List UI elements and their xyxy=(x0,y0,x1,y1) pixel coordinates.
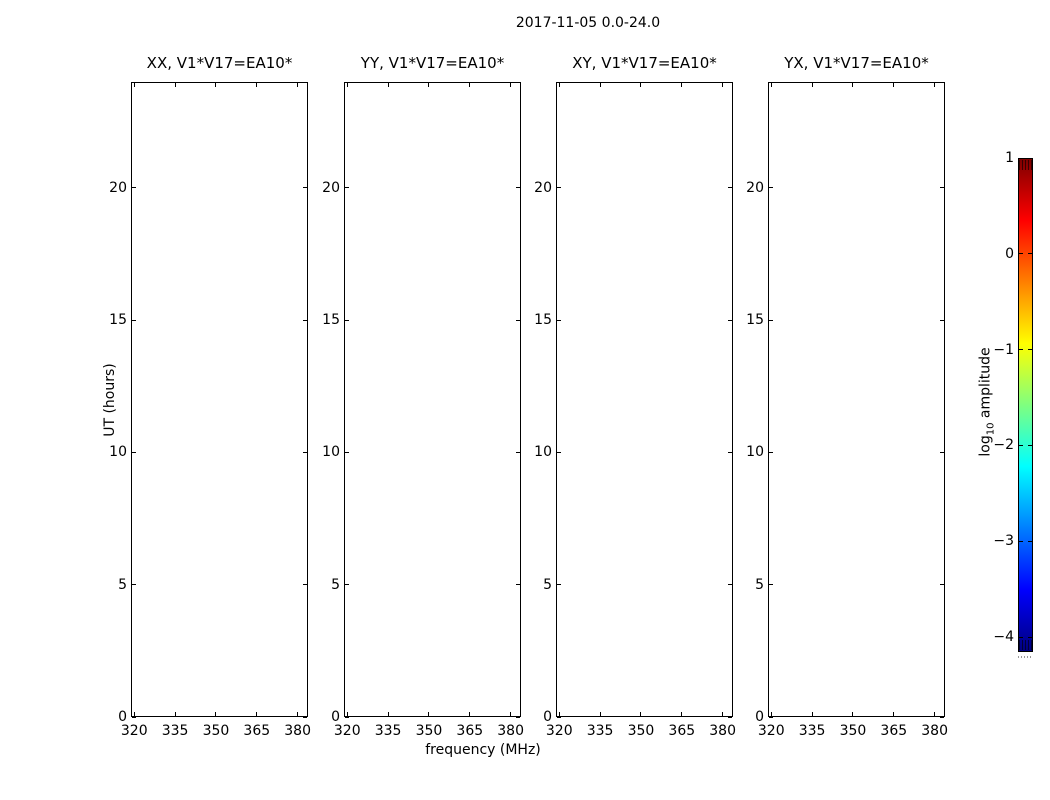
x-tick-label: 380 xyxy=(497,723,524,739)
colorbar-top-hatch xyxy=(1019,160,1032,170)
colorbar-label xyxy=(978,347,997,456)
x-tick-mark-top xyxy=(640,83,641,87)
colorbar-tick-mark-right xyxy=(1028,637,1032,638)
panel-plot-area xyxy=(131,82,308,717)
colorbar-tick-mark-right xyxy=(1028,253,1032,254)
y-tick-mark xyxy=(132,584,136,585)
y-tick-label: 5 xyxy=(118,576,127,593)
x-tick-mark-top xyxy=(175,83,176,87)
y-tick-mark xyxy=(345,717,349,718)
panel-plot-area xyxy=(344,82,521,717)
panel-plot-area xyxy=(556,82,733,717)
x-tick-mark-top xyxy=(852,83,853,87)
x-tick-label: 365 xyxy=(456,723,484,739)
x-tick-label: 335 xyxy=(586,723,614,739)
x-tick-mark-top xyxy=(428,83,429,87)
x-tick-mark xyxy=(256,712,257,716)
y-tick-mark xyxy=(769,320,773,321)
x-tick-label: 335 xyxy=(374,723,402,739)
y-tick-label: 20 xyxy=(534,179,552,196)
colorbar-tick-label: −2 xyxy=(993,437,1014,454)
panel-plot-area xyxy=(768,82,945,717)
y-tick-label: 5 xyxy=(331,576,340,593)
x-tick-label: 320 xyxy=(545,723,573,739)
x-tick-mark xyxy=(428,712,429,716)
y-tick-label: 15 xyxy=(746,312,764,329)
y-tick-label: 5 xyxy=(755,576,764,593)
x-tick-mark-top xyxy=(771,83,772,87)
y-tick-label: 0 xyxy=(755,709,764,725)
y-tick-mark-right xyxy=(940,320,944,321)
x-tick-mark-top xyxy=(510,83,511,87)
y-tick-mark xyxy=(769,452,773,453)
colorbar-tick-mark-right xyxy=(1028,158,1032,159)
y-tick-label: 5 xyxy=(543,576,552,593)
x-tick-label: 380 xyxy=(921,723,948,739)
y-tick-mark xyxy=(557,584,561,585)
y-tick-label: 20 xyxy=(322,179,340,196)
x-tick-mark-top xyxy=(469,83,470,87)
y-tick-label: 15 xyxy=(322,312,340,329)
figure-title: 2017-11-05 0.0-24.0 xyxy=(515,15,661,31)
x-tick-mark xyxy=(559,712,560,716)
y-tick-label: 0 xyxy=(331,709,340,725)
x-tick-mark xyxy=(134,712,135,716)
y-tick-mark xyxy=(769,187,773,188)
y-tick-label: 0 xyxy=(543,709,552,725)
colorbar-tick-label: −1 xyxy=(993,341,1014,358)
colorbar-tick-mark xyxy=(1019,637,1023,638)
x-tick-mark xyxy=(215,712,216,716)
x-tick-label: 380 xyxy=(709,723,736,739)
y-axis-label: UT (hours) xyxy=(102,363,118,437)
y-tick-label: 20 xyxy=(109,179,127,196)
y-tick-label: 15 xyxy=(109,312,127,329)
colorbar-tick-mark-right xyxy=(1028,541,1032,542)
x-tick-label: 350 xyxy=(202,723,230,739)
x-tick-label: 320 xyxy=(120,723,148,739)
x-tick-label: 320 xyxy=(757,723,785,739)
y-tick-label: 15 xyxy=(534,312,552,329)
y-tick-mark xyxy=(557,320,561,321)
x-tick-label: 365 xyxy=(243,723,271,739)
x-tick-mark xyxy=(934,712,935,716)
panel-title: XX, V1*V17=EA10* xyxy=(146,54,293,72)
y-tick-label: 10 xyxy=(746,444,764,461)
colorbar-label-rest: amplitude xyxy=(977,347,994,423)
y-tick-mark-right xyxy=(940,187,944,188)
y-tick-mark xyxy=(345,584,349,585)
x-tick-mark-top xyxy=(722,83,723,87)
y-tick-mark xyxy=(557,187,561,188)
x-tick-mark-top xyxy=(215,83,216,87)
x-tick-label: 350 xyxy=(415,723,443,739)
y-tick-mark xyxy=(345,187,349,188)
y-tick-mark xyxy=(132,320,136,321)
x-tick-mark-top xyxy=(681,83,682,87)
y-tick-mark xyxy=(132,187,136,188)
y-tick-label: 20 xyxy=(746,179,764,196)
x-tick-mark-top xyxy=(388,83,389,87)
colorbar-tick-mark-right xyxy=(1028,349,1032,350)
colorbar-tick-mark xyxy=(1019,445,1023,446)
y-tick-label: 10 xyxy=(534,444,552,461)
x-tick-mark-top xyxy=(893,83,894,87)
y-tick-mark xyxy=(345,320,349,321)
panel-title: YX, V1*V17=EA10* xyxy=(784,54,929,72)
x-tick-mark xyxy=(893,712,894,716)
x-tick-mark-top xyxy=(297,83,298,87)
colorbar-bottom-dots xyxy=(1018,656,1033,658)
x-tick-label: 365 xyxy=(880,723,908,739)
colorbar-tick-label: −4 xyxy=(993,629,1014,645)
x-tick-mark xyxy=(175,712,176,716)
x-tick-mark xyxy=(852,712,853,716)
y-tick-label: 0 xyxy=(118,709,127,725)
colorbar-label-subscript: 10 xyxy=(985,422,997,436)
y-tick-mark-right xyxy=(940,452,944,453)
y-tick-mark xyxy=(769,584,773,585)
colorbar-tick-label: 0 xyxy=(1005,245,1014,262)
y-tick-mark xyxy=(132,452,136,453)
colorbar-gradient xyxy=(1019,159,1032,651)
colorbar xyxy=(1018,158,1033,652)
x-tick-mark xyxy=(347,712,348,716)
panel-title: XY, V1*V17=EA10* xyxy=(572,54,717,72)
colorbar-tick-mark xyxy=(1019,541,1023,542)
y-tick-mark xyxy=(769,717,773,718)
x-tick-label: 380 xyxy=(284,723,311,739)
y-tick-mark-right xyxy=(940,584,944,585)
x-tick-mark-top xyxy=(600,83,601,87)
x-tick-label: 320 xyxy=(333,723,361,739)
x-tick-label: 335 xyxy=(161,723,189,739)
x-tick-mark xyxy=(681,712,682,716)
x-tick-mark-top xyxy=(347,83,348,87)
y-tick-mark-right xyxy=(940,717,944,718)
colorbar-tick-label: 1 xyxy=(1005,150,1014,166)
colorbar-bottom-hatch xyxy=(1019,640,1032,650)
x-tick-mark xyxy=(469,712,470,716)
colorbar-label-base: log xyxy=(977,435,994,457)
y-tick-mark xyxy=(345,452,349,453)
x-tick-mark xyxy=(388,712,389,716)
x-tick-mark-top xyxy=(934,83,935,87)
panel-title: YY, V1*V17=EA10* xyxy=(360,54,505,72)
x-tick-mark-top xyxy=(134,83,135,87)
y-tick-mark xyxy=(557,452,561,453)
x-axis-label: frequency (MHz) xyxy=(425,742,541,758)
colorbar-tick-label: −3 xyxy=(993,533,1014,550)
x-tick-mark xyxy=(812,712,813,716)
x-tick-mark xyxy=(600,712,601,716)
y-tick-label: 10 xyxy=(322,444,340,461)
x-tick-label: 350 xyxy=(627,723,655,739)
y-tick-mark xyxy=(557,717,561,718)
x-tick-label: 365 xyxy=(668,723,696,739)
y-tick-label: 10 xyxy=(109,444,127,461)
x-tick-label: 350 xyxy=(839,723,867,739)
x-tick-mark-top xyxy=(256,83,257,87)
colorbar-tick-mark xyxy=(1019,253,1023,254)
x-tick-mark xyxy=(771,712,772,716)
colorbar-tick-mark xyxy=(1019,349,1023,350)
x-tick-label: 335 xyxy=(798,723,826,739)
x-tick-mark-top xyxy=(812,83,813,87)
x-tick-mark-top xyxy=(559,83,560,87)
colorbar-tick-mark xyxy=(1019,158,1023,159)
x-tick-mark xyxy=(640,712,641,716)
y-tick-mark xyxy=(132,717,136,718)
colorbar-tick-mark-right xyxy=(1028,445,1032,446)
